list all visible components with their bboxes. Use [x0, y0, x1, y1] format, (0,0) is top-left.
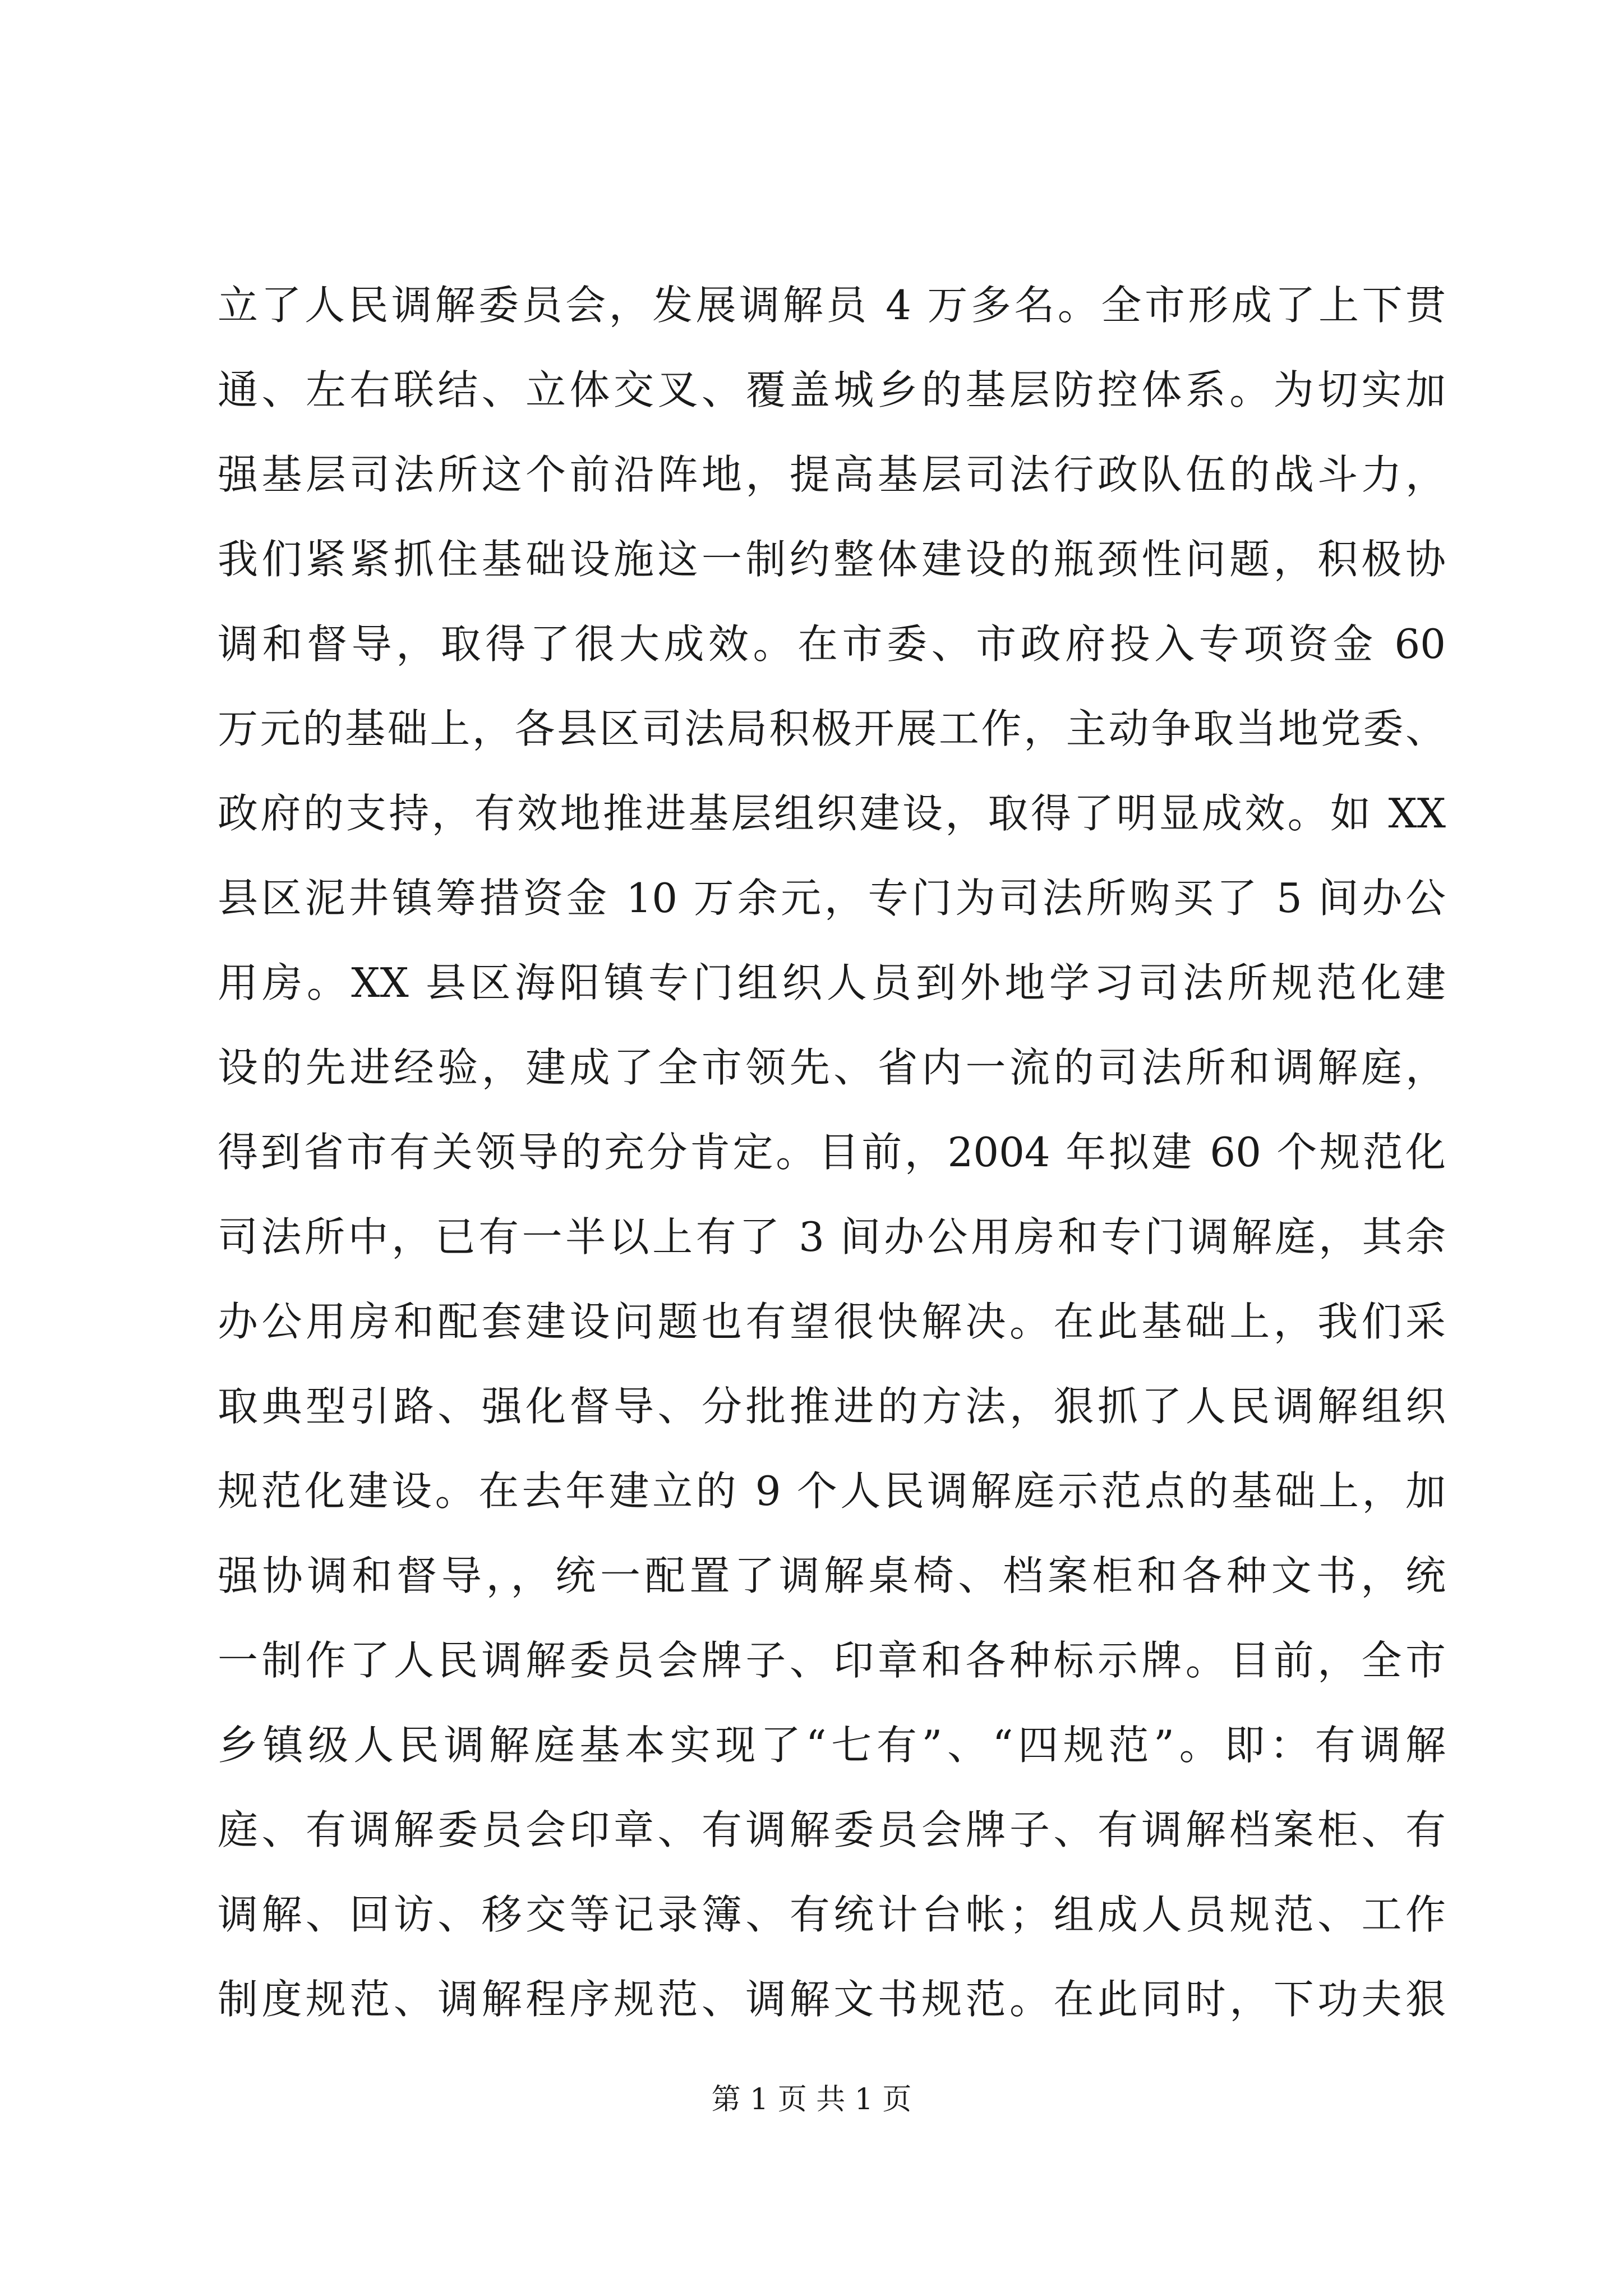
text-line: 乡镇级人民调解庭基本实现了“七有”、“四规范”。即：有调解	[218, 1722, 1446, 1769]
text-line: 一制作了人民调解委员会牌子、印章和各种标示牌。目前，全市	[218, 1637, 1446, 1684]
text-line: 我们紧紧抓住基础设施这一制约整体建设的瓶颈性问题，积极协	[218, 536, 1446, 583]
text-line: 办公用房和配套建设问题也有望很快解决。在此基础上，我们采	[218, 1298, 1446, 1345]
text-line: 取典型引路、强化督导、分批推进的方法，狠抓了人民调解组织	[218, 1383, 1446, 1430]
text-line: 庭、有调解委员会印章、有调解委员会牌子、有调解档案柜、有	[218, 1806, 1446, 1853]
text-line: 调解、回访、移交等记录簿、有统计台帐；组成人员规范、工作	[218, 1891, 1446, 1938]
text-line: 司法所中，已有一半以上有了 3 间办公用房和专门调解庭，其余	[218, 1213, 1446, 1260]
text-line: 强基层司法所这个前沿阵地，提高基层司法行政队伍的战斗力，	[218, 451, 1446, 498]
text-line: 强协调和督导，，统一配置了调解桌椅、档案柜和各种文书，统	[218, 1552, 1446, 1599]
text-line: 调和督导，取得了很大成效。在市委、市政府投入专项资金 60	[218, 620, 1446, 668]
body-text	[218, 283, 1446, 2062]
text-line: 万元的基础上，各县区司法局积极开展工作，主动争取当地党委、	[218, 705, 1446, 752]
text-line: 制度规范、调解程序规范、调解文书规范。在此同时，下功夫狠	[218, 1976, 1446, 2023]
text-line: 县区泥井镇筹措资金 10 万余元，专门为司法所购买了 5 间办公	[218, 875, 1446, 922]
text-line: 政府的支持，有效地推进基层组织建设，取得了明显成效。如 XX	[218, 790, 1446, 837]
text-line: 设的先进经验，建成了全市领先、省内一流的司法所和调解庭，	[218, 1044, 1446, 1091]
text-line: 立了人民调解委员会，发展调解员 4 万多名。全市形成了上下贯	[218, 282, 1446, 329]
text-line: 得到省市有关领导的充分肯定。目前，2004 年拟建 60 个规范化	[218, 1129, 1446, 1176]
text-line: 规范化建设。在去年建立的 9 个人民调解庭示范点的基础上，加	[218, 1467, 1446, 1515]
text-line: 通、左右联结、立体交叉、覆盖城乡的基层防控体系。为切实加	[218, 366, 1446, 413]
page-footer: 第 1 页 共 1 页	[711, 2083, 912, 2116]
text-line: 用房。XX 县区海阳镇专门组织人员到外地学习司法所规范化建	[218, 959, 1446, 1006]
